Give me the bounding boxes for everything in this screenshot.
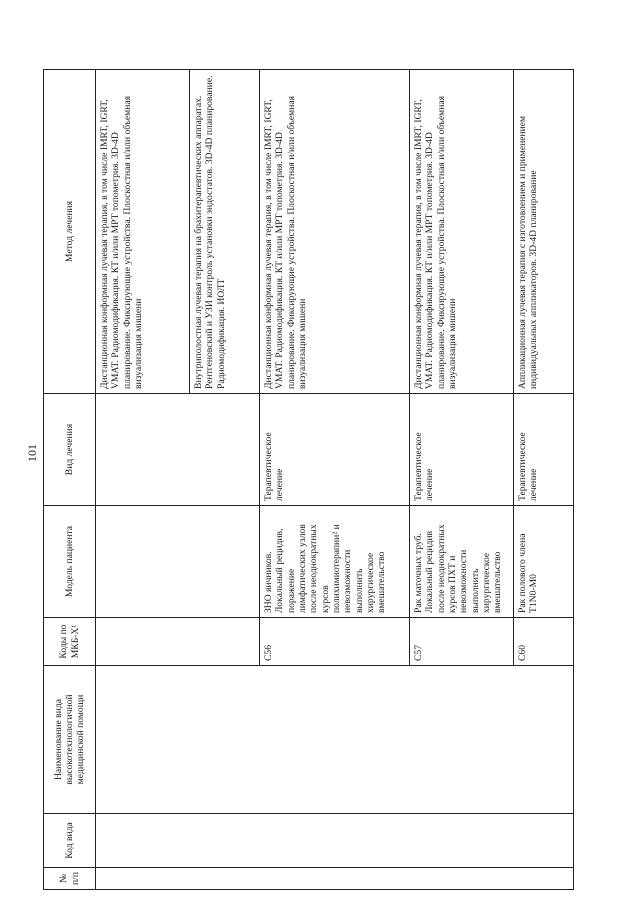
cell-num (96, 868, 574, 890)
cell-mkb: C56 (260, 618, 410, 666)
cell-model: Рак маточных труб. Локальный рецидив после неоднократных курсов ПХТ и невозможности выполнить хирургическое вмешательство (410, 506, 514, 618)
table-row (96, 70, 190, 890)
rotated-table-container (43, 70, 573, 890)
cell-type: Терапевтическое лечение (410, 394, 514, 506)
cell-method: Дистанционная конформная лучевая терапия, в том числе IMRT, IGRT, VMAT. Радиомодификация. КТ и/или МРТ топометрия. 3D-4D планирование. Фиксирующие устройства. Плоскостная и/или объемная визуализация мишени (260, 70, 410, 394)
cell-method: Аппликационная лучевая терапия с изготовлением и применением индивидуальных аппликаторов. 3D-4D планирование (514, 70, 574, 394)
cell-mkb (96, 618, 260, 666)
header-num: № п/п (44, 868, 96, 890)
cell-method: Дистанционная конформная лучевая терапия, в том числе IMRT, IGRT, VMAT. Радиомодификация. КТ и/или МРТ топометрия. 3D-4D планирование. Фиксирующие устройства. Плоскостная и/или объемная визуализация мишени (410, 70, 514, 394)
cell-type (96, 394, 260, 506)
cell-model: ЗНО яичников. Локальный рецидив, поражение лимфатических узлов после неоднократных курсов полихимиотерапии² и невозможности выполнить хирургическое вмешательство (260, 506, 410, 618)
cell-model: Рак полового члена T1N0-M0 (514, 506, 574, 618)
cell-method: Дистанционная конформная лучевая терапия, в том числе IMRT, IGRT, VMAT. Радиомодификация. КТ и/или МРТ топометрия. 3D-4D планирование. Фиксирующие устройства. Плоскостная и/или объемная визуализация мишени (96, 70, 190, 394)
cell-name (96, 666, 574, 814)
header-method: Метод лечения (44, 70, 96, 394)
table-header-row (44, 70, 96, 890)
cell-mkb: C57 (410, 618, 514, 666)
cell-type: Терапевтическое лечение (260, 394, 410, 506)
header-mkb: Коды по МКБ-X¹ (44, 618, 96, 666)
header-name: Наименование вида высокотехнологичной медицинской помощи (44, 666, 96, 814)
cell-model (96, 506, 260, 618)
header-code: Код вида (44, 814, 96, 868)
cell-type: Терапевтическое лечение (514, 394, 574, 506)
page-number: 101 (25, 444, 39, 462)
cell-method: Внутриполостная лучевая терапия на брахитерапевтических аппаратах. Рентгеновский и УЗИ контроль установки эндостатов. 3D-4D планирование. Радиомодификация. ИОЛТ (190, 70, 260, 394)
cell-mkb: C60 (514, 618, 574, 666)
cell-code (96, 814, 574, 868)
header-model: Модель пациента (44, 506, 96, 618)
header-type: Вид лечения (44, 394, 96, 506)
treatment-table (43, 69, 574, 890)
